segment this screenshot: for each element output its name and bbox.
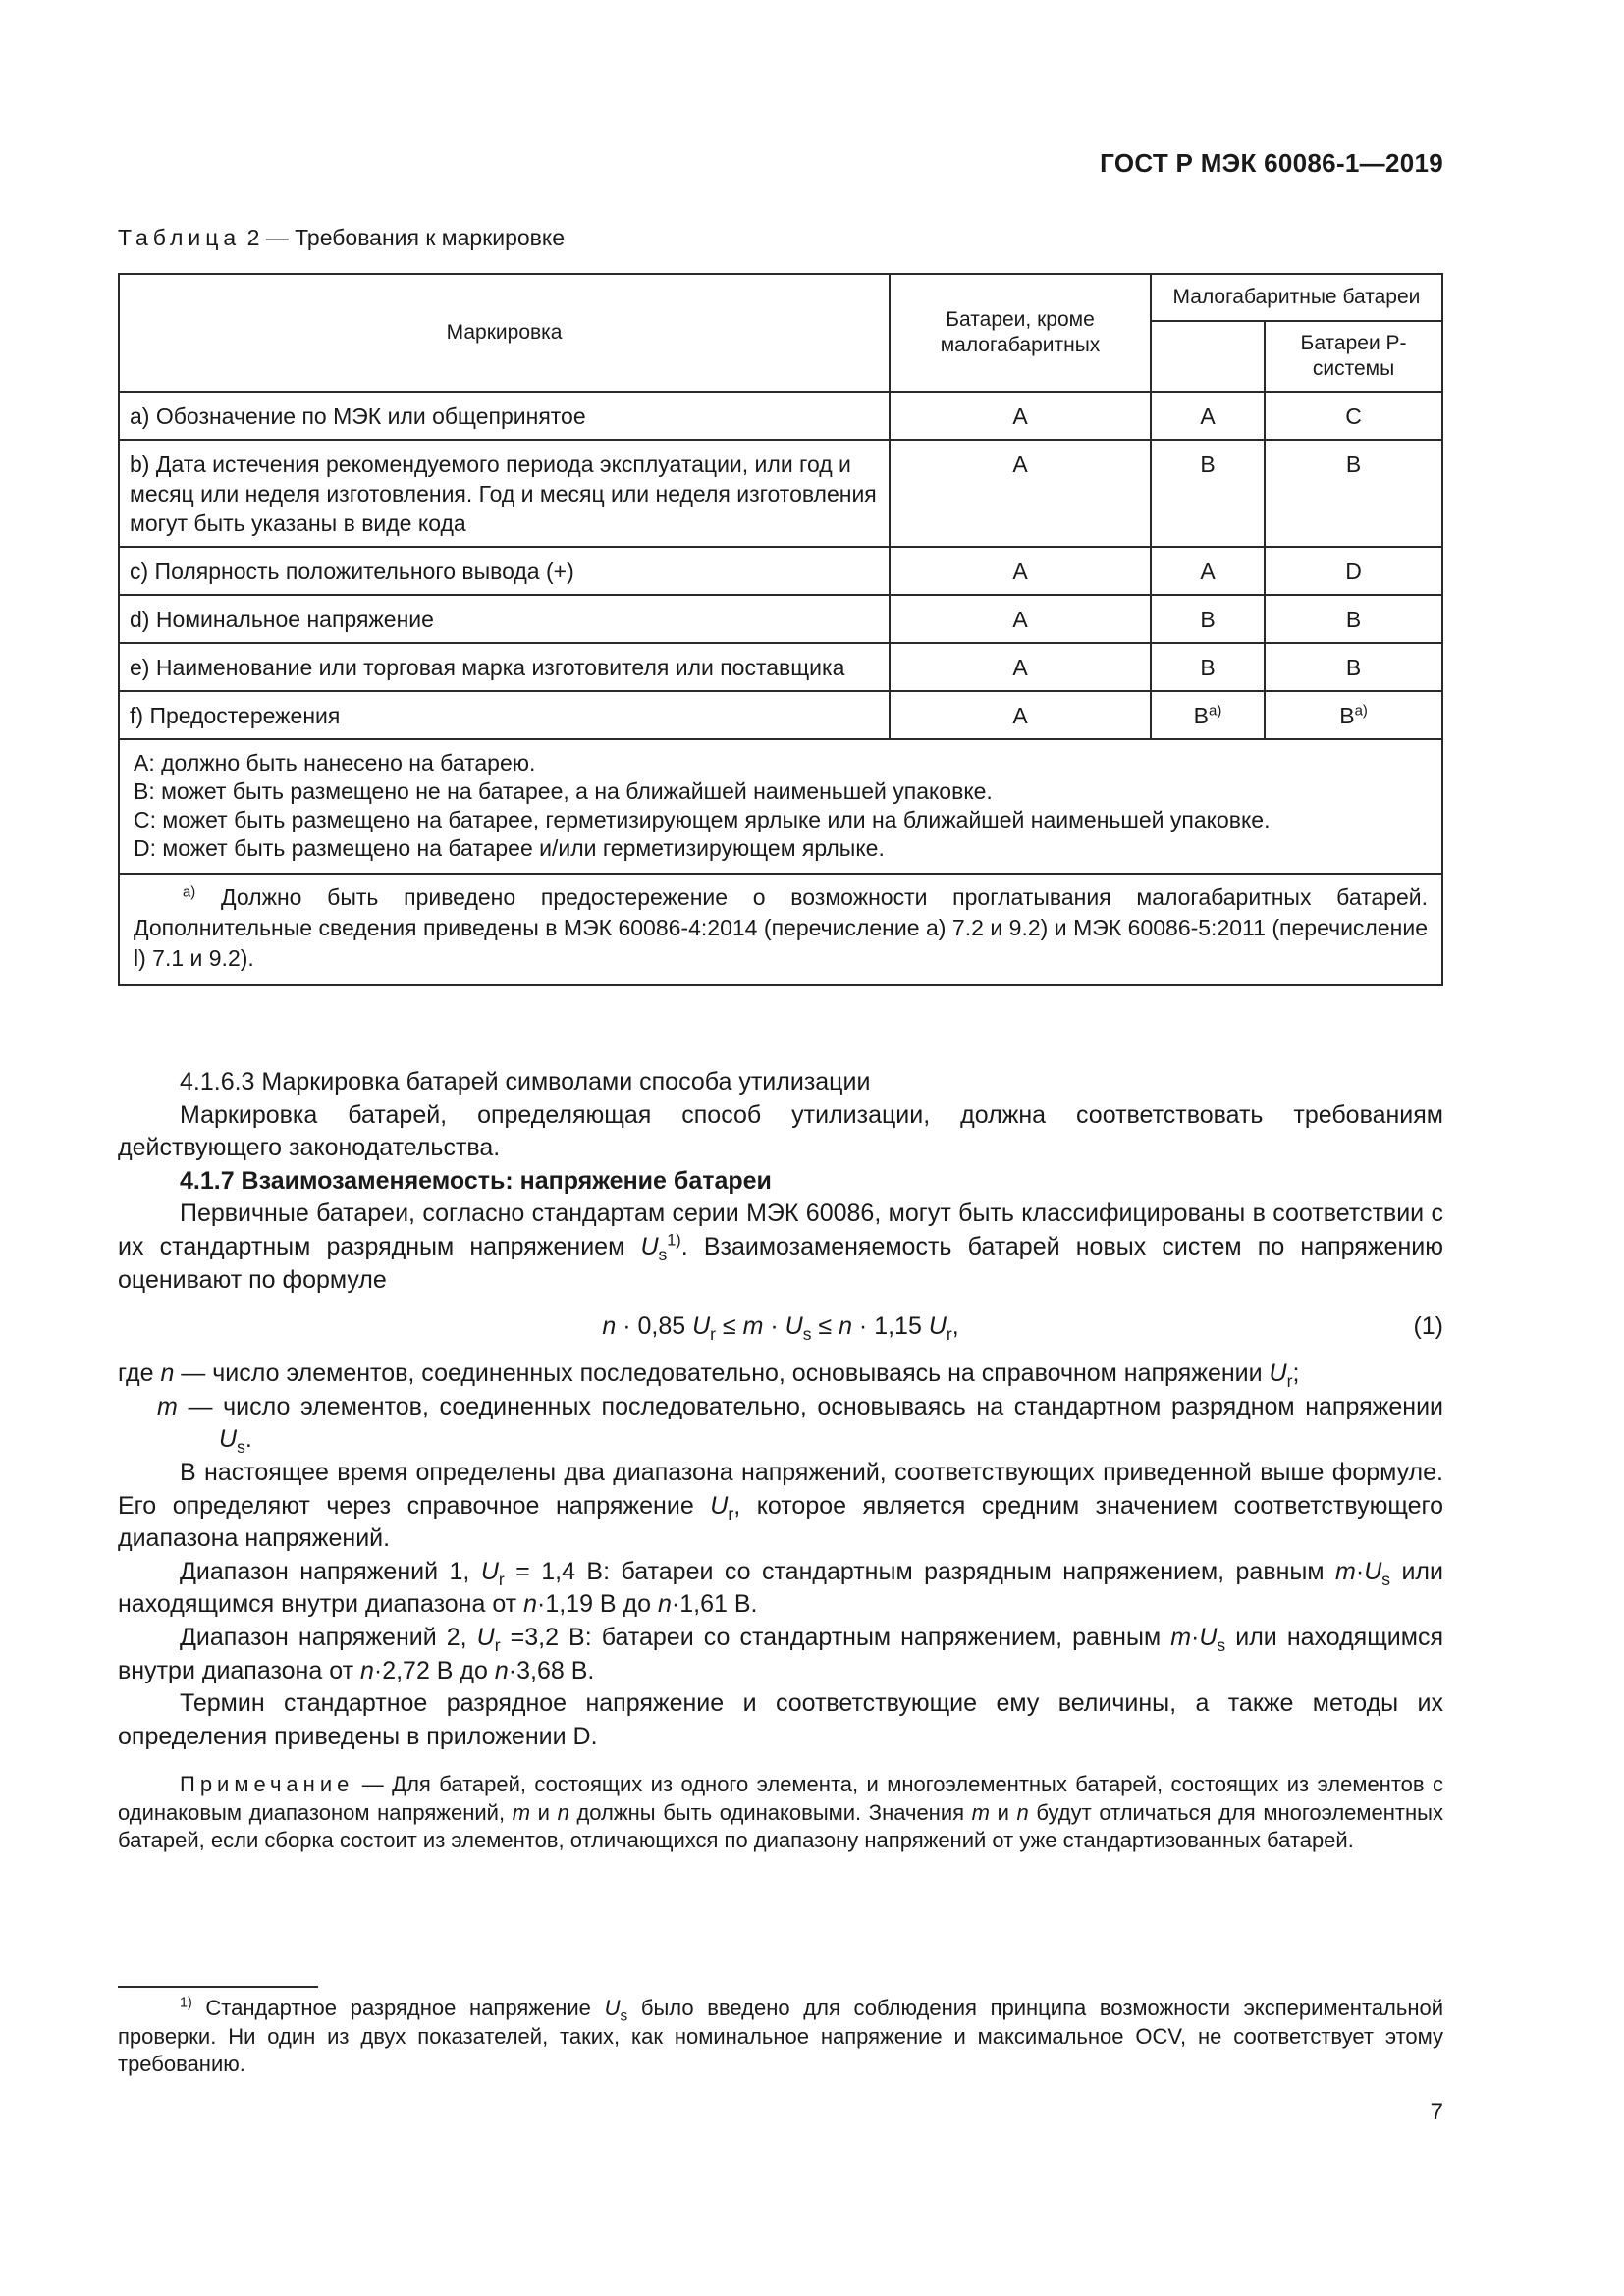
note-text-b: должны быть одинаковыми. Значения <box>576 1799 965 1825</box>
paragraph-1: Первичные батареи, согласно стандартам серии МЭК 60086, могут быть классифицированы в соответствии с их стандартным разрядным напряжением $U_s^{1)}$. Взаимозаменяемость батарей новых систем по напряжению оценивают по формуле <box>118 1200 1443 1294</box>
p3-text-a: Диапазон напряжений 1, <box>180 1557 470 1585</box>
row-value <box>1151 691 1265 739</box>
table-legend <box>119 739 1442 874</box>
row-label: e) Наименование или торговая марка изготовителя или поставщика <box>119 643 890 691</box>
formula-number: (1) <box>1413 1312 1443 1341</box>
footnote-ref: a) <box>1209 702 1222 720</box>
p4-text-e: ·3,68 В. <box>508 1656 595 1684</box>
footnote-ref: a) <box>1354 702 1368 720</box>
header-p-system: Батареи Р-системы <box>1265 321 1442 392</box>
p1-text-a: Первичные батареи, согласно стандартам серии МЭК 60086, могут быть классифицированы в соответствии с их стандартным разрядным напряжением <box>118 1200 1443 1260</box>
footnote-text-b: было введено для соблюдения принципа возможности экспериментальной проверки. Ни один из двух показателей, таких, как номинальное напряжение и максимальное OCV, не соответствует этому требованию. <box>118 1996 1443 2077</box>
row-value: A <box>890 595 1151 643</box>
row-label: f) Предостережения <box>119 691 890 739</box>
legend-item: D: может быть размещено на батарее и/или герметизирующем ярлыке. <box>134 835 885 861</box>
note-text-a: — Для батарей, состоящих из одного элемента, и многоэлементных батарей, состоящих из элементов с одинаковым диапазоном напряжений, <box>118 1772 1443 1825</box>
row-value-text: B <box>1193 703 1210 728</box>
table-footnote-text: Должно быть приведено предостережение о возможности проглатывания малогабаритных батарей. Дополнительные сведения приведены в МЭК 60086-4:2014 (перечисление а) 7.2 и 9.2) и МЭК 60086-5:2011 (перечисление l) 7.1 и 9.2). <box>134 884 1429 971</box>
row-value: B <box>1151 643 1265 691</box>
p3-text-b: = 1,4 В: батареи со стандартным разрядным напряжением, равным <box>515 1557 1325 1585</box>
row-label: b) Дата истечения рекомендуемого периода эксплуатации, или год и месяц или неделя изготовления. Год и месяц или неделя изготовления могут быть указаны в виде кода <box>119 440 890 547</box>
paragraph-4: Диапазон напряжений 2, $U_r =3,2$ В: батареи со стандартным напряжением, равным $m\cdot U_s$ или находящимся внутри диапазона от n·2,72 В до n·3,68 В. <box>118 1623 1443 1684</box>
p3-text-c: или находящимся внутри диапазона от <box>118 1557 1443 1619</box>
row-value: A <box>1151 547 1265 595</box>
row-value: B <box>1265 440 1442 547</box>
section-417-title: 4.1.7 Взаимозаменяемость: напряжение батареи <box>180 1166 772 1195</box>
footnote-mark: a) <box>183 883 196 901</box>
def-m-text: — число элементов, соединенных последовательно, основываясь на стандартном разрядном напряжении <box>188 1392 1443 1420</box>
definition-m: m — число элементов, соединенных последовательно, основываясь на стандартном разрядном напряжении $U_s$. <box>157 1392 1443 1458</box>
row-value: A <box>890 392 1151 440</box>
table-footnote <box>119 874 1442 985</box>
p3-text-d: ·1,19 В до <box>537 1590 652 1619</box>
row-value: B <box>1265 643 1442 691</box>
paragraph-2: В настоящее время определены два диапазона напряжений, соответствующих приведенной выше формуле. Его определяют через справочное напряжение $U_r$, которое является средним значением соответствующего диапазона напряжений. <box>118 1458 1443 1553</box>
page-footnote: $^{1)}$ Стандартное разрядное напряжение $U_s$ было введено для соблюдения принципа возможности экспериментальной проверки. Ни один из двух показателей, таких, как номинальное напряжение и максимальное OCV, не соответствует этому требованию. <box>118 1995 1443 2077</box>
legend-item: C: может быть размещено на батарее, герметизирующем ярлыке или на ближайшей наименьшей упаковке. <box>134 807 1271 832</box>
row-value: A <box>890 691 1151 739</box>
header-other-batteries: Батареи, кроме малогабаритных <box>890 274 1151 392</box>
caption-word: Таблица <box>118 225 242 250</box>
row-value: A <box>890 440 1151 547</box>
row-value: D <box>1265 547 1442 595</box>
row-value-text: B <box>1339 703 1355 728</box>
page-number: 7 <box>1430 2099 1443 2125</box>
table-row <box>119 595 1442 643</box>
legend-item: B: может быть размещено не на батарее, а на ближайшей наименьшей упаковке. <box>134 778 993 804</box>
table-row <box>119 392 1442 440</box>
legend-item: A: должно быть нанесено на батарею. <box>134 750 536 775</box>
row-value: A <box>890 547 1151 595</box>
table-caption <box>118 225 565 251</box>
footnote-ref-1: 1) <box>667 1231 681 1250</box>
row-value <box>1265 691 1442 739</box>
footnote-divider <box>118 1986 318 1988</box>
paragraph-3: Диапазон напряжений 1, $U_r = 1,4$ В: батареи со стандартным разрядным напряжением, равным $m\cdot U_s$ или находящимся внутри диапазона от n·1,19 В до n·1,61 В. <box>118 1557 1443 1619</box>
row-label: d) Номинальное напряжение <box>119 595 890 643</box>
section-4163-title: 4.1.6.3 Маркировка батарей символами способа утилизации <box>180 1068 871 1095</box>
note-word: Примечание <box>180 1772 354 1797</box>
table-row <box>119 440 1442 547</box>
header-small-batteries: Малогабаритные батареи <box>1151 274 1442 321</box>
p3-text-e: ·1,61 В. <box>671 1590 758 1619</box>
note: Примечание — Для батарей, состоящих из одного элемента, и многоэлементных батарей, состоящих из элементов с одинаковым диапазоном напряжений, m и n должны быть одинаковыми. Значения m и n будут отличаться для многоэлементных батарей, если сборка состоит из элементов, отличающихся по диапазону напряжений от уже стандартизованных батарей. <box>118 1772 1443 1853</box>
p4-text-b: =3,2 В: батареи со стандартным напряжением, равным <box>510 1623 1162 1651</box>
definition-n: где n — число элементов, соединенных последовательно, основываясь на справочном напряжении $U_r$; <box>118 1360 1300 1392</box>
p2-text-b: , которое является средним значением соответствующего диапазона напряжений. <box>118 1491 1443 1553</box>
section-4163-text: Маркировка батарей, определяющая способ утилизации, должна соответствовать требованиям действующего законодательства. <box>118 1100 1443 1162</box>
p4-text-c: или находящимся внутри диапазона от <box>118 1623 1443 1684</box>
table-row <box>119 643 1442 691</box>
row-value: A <box>890 643 1151 691</box>
table-row <box>119 547 1442 595</box>
p1-text-b: . Взаимозаменяемость батарей новых систем по напряжению оценивают по формуле <box>118 1232 1443 1294</box>
paragraph-5: Термин стандартное разрядное напряжение и соответствующие ему величины, а также методы их определения приведены в приложении D. <box>118 1689 1443 1750</box>
body-text <box>118 1066 1443 1855</box>
table-row <box>119 691 1442 739</box>
caption-rest: 2 — Требования к маркировке <box>246 225 566 250</box>
formula: n · 0,85 $U_r \le m \cdot U_s \le n \cdot 1,15$ $U_r$, (1) <box>602 1312 1443 1345</box>
footnote-mark: 1) <box>180 1995 192 2011</box>
row-label: c) Полярность положительного вывода (+) <box>119 547 890 595</box>
row-value: B <box>1265 595 1442 643</box>
note-text-c: будут отличаться для многоэлементных батарей, если сборка состоит из элементов, отличающихся по диапазону напряжений от уже стандартизованных батарей. <box>118 1799 1443 1853</box>
row-label: a) Обозначение по МЭК или общепринятое <box>119 392 890 440</box>
p4-text-d: ·2,72 В до <box>373 1656 488 1684</box>
header-small-empty <box>1151 321 1265 392</box>
marking-requirements-table <box>118 273 1443 986</box>
row-value: A <box>1151 392 1265 440</box>
standard-header: ГОСТ Р МЭК 60086-1—2019 <box>1100 148 1443 178</box>
row-value: B <box>1151 595 1265 643</box>
header-marking: Маркировка <box>119 274 890 392</box>
row-value: C <box>1265 392 1442 440</box>
p2-text-a: В настоящее время определены два диапазона напряжений, соответствующих приведенной выше формуле. Его определяют через справочное напряжение <box>118 1458 1443 1520</box>
footnote-text-a: Стандартное разрядное напряжение <box>205 1996 591 2020</box>
def-n-text: — число элементов, соединенных последовательно, основываясь на справочном напряжении <box>181 1360 1263 1388</box>
p4-text-a: Диапазон напряжений 2, <box>180 1623 467 1651</box>
row-value: B <box>1151 440 1265 547</box>
